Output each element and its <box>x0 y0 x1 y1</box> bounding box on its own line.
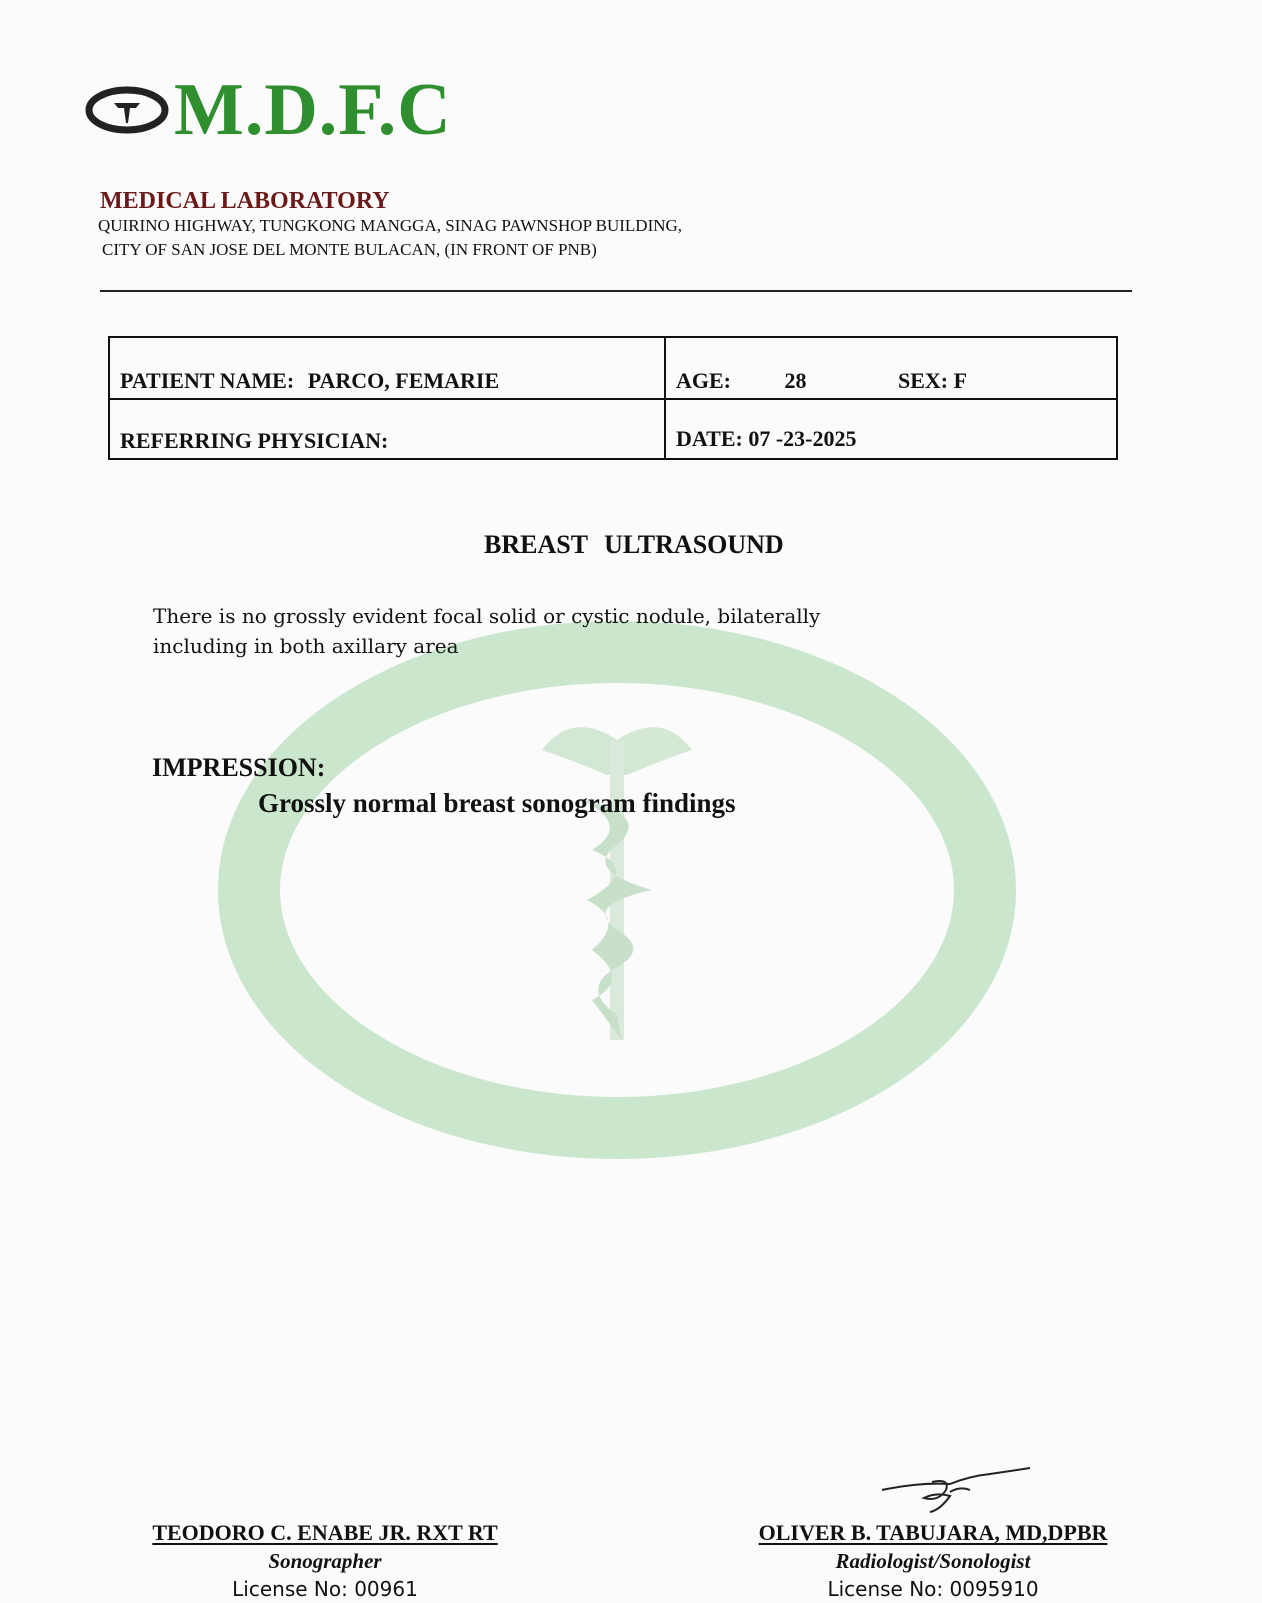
referring-physician-label: REFERRING PHYSICIAN: <box>120 428 389 453</box>
date-cell <box>676 426 856 452</box>
address-line-2: CITY OF SAN JOSE DEL MONTE BULACAN, (IN FRONT OF PNB) <box>102 240 597 259</box>
caduceus-oval-icon <box>84 83 170 137</box>
sonographer-license: License No: 00961 <box>232 1577 418 1601</box>
patient-name-label: PATIENT NAME: <box>120 368 295 393</box>
patient-name-cell <box>120 368 499 394</box>
impression-label: IMPRESSION: <box>152 753 326 782</box>
radiologist-license: License No: 0095910 <box>827 1577 1039 1601</box>
findings-line-2: including in both axillary area <box>153 634 459 658</box>
referring-physician-cell <box>120 428 388 454</box>
signature-mark <box>880 1462 1040 1522</box>
age-sex-cell <box>676 368 967 394</box>
table-row-divider <box>110 398 1116 400</box>
date-value: 07 -23-2025 <box>748 426 857 451</box>
sonographer-name: TEODORO C. ENABE JR. RXT RT <box>152 1520 498 1545</box>
radiologist-signature <box>752 1519 1114 1603</box>
logo-text: M.D.F.C <box>174 69 452 151</box>
caduceus-watermark <box>212 600 1042 1200</box>
lab-logo <box>84 69 452 151</box>
lab-name: MEDICAL LABORATORY <box>100 188 390 214</box>
impression-text: Grossly normal breast sonogram findings <box>258 788 736 818</box>
sex-value: F <box>953 368 968 393</box>
findings-line-1: There is no grossly evident focal solid or cystic nodule, bilaterally <box>153 604 821 628</box>
findings-text <box>153 601 873 661</box>
sonographer-role: Sonographer <box>268 1549 382 1573</box>
age-label: AGE: <box>676 368 731 393</box>
address-line-1: QUIRINO HIGHWAY, TUNGKONG MANGGA, SINAG PAWNSHOP BUILDING, <box>98 216 683 235</box>
patient-info-table <box>108 336 1118 460</box>
table-column-divider <box>664 338 666 458</box>
radiologist-role: Radiologist/Sonologist <box>835 1549 1031 1573</box>
radiologist-name: OLIVER B. TABUJARA, MD,DPBR <box>758 1520 1108 1545</box>
patient-name-value: PARCO, FEMARIE <box>307 368 500 393</box>
header-divider <box>100 290 1132 292</box>
sonographer-signature <box>150 1519 500 1603</box>
age-value: 28 <box>784 368 807 393</box>
report-title: BREAST ULTRASOUND <box>484 530 784 559</box>
date-label: DATE: <box>676 426 743 451</box>
sex-label: SEX: <box>898 368 949 393</box>
